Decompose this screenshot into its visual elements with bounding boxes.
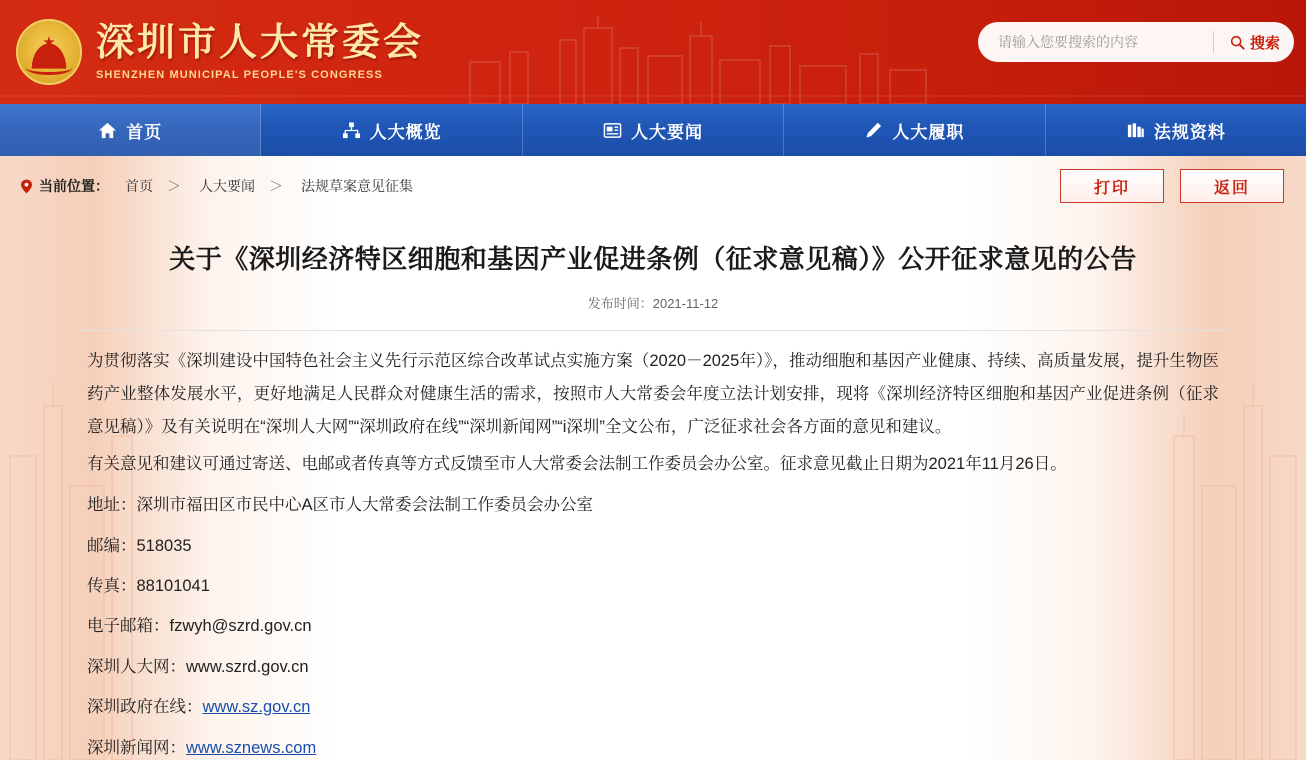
breadcrumb-label: 当前位置：	[39, 178, 109, 194]
nav-item-news[interactable]	[523, 104, 784, 156]
contact-sz-gov-site-label: 深圳政府在线：	[87, 698, 203, 717]
nav-item-regulations-label: 法规资料	[1153, 122, 1226, 142]
title-divider	[77, 330, 1229, 331]
contact-sznews-site-link[interactable]: www.sznews.com	[186, 738, 317, 757]
nav-item-home[interactable]	[0, 104, 261, 156]
search-input[interactable]	[996, 22, 1203, 62]
search-button[interactable]	[1224, 31, 1290, 54]
contact-address-value: 深圳市福田区市民中心A区市人大常委会法制工作委员会办公室	[136, 496, 594, 515]
site-subtitle: SHENZHEN MUNICIPAL PEOPLE'S CONGRESS	[96, 68, 383, 81]
search-box[interactable]	[978, 22, 1294, 62]
contact-szrd-site-label: 深圳人大网：	[87, 657, 186, 676]
article-paragraph-2: 有关意见和建议可通过寄送、电邮或者传真等方式反馈至市人大常委会法制工作委员会办公室。征求意见截止日期为2021年11月26日。	[87, 455, 1067, 474]
site-title-group	[96, 23, 424, 80]
back-button[interactable]: 返回	[1180, 169, 1284, 203]
contact-email	[77, 606, 1229, 646]
contact-address-label: 地址：	[87, 496, 137, 515]
books-icon	[1126, 121, 1145, 140]
breadcrumb	[20, 176, 413, 196]
contact-email-label: 电子邮箱：	[87, 617, 170, 636]
contact-szrd-site-value: www.szrd.gov.cn	[186, 657, 309, 676]
pen-icon	[864, 121, 883, 140]
contact-szrd-site	[77, 647, 1229, 687]
breadcrumb-item-current[interactable]: 法规草案意见征集	[301, 178, 413, 194]
home-icon	[98, 121, 117, 140]
sitemap-icon	[342, 121, 361, 140]
page-actions	[1060, 169, 1284, 203]
contact-address	[77, 485, 1229, 525]
contact-postcode	[77, 526, 1229, 566]
search-divider	[1213, 31, 1214, 53]
contact-sz-gov-site	[77, 687, 1229, 727]
breadcrumb-separator-1: ＞	[167, 178, 181, 194]
main-nav	[0, 104, 1306, 156]
publish-date-label: 发布时间：	[587, 296, 653, 312]
article	[73, 242, 1233, 760]
contact-email-value: fzwyh@szrd.gov.cn	[169, 617, 312, 636]
breadcrumb-item-home[interactable]: 首页	[125, 178, 153, 194]
national-emblem-icon	[16, 19, 82, 85]
nav-item-duty-label: 人大履职	[892, 122, 965, 142]
emblem-star-icon: ★	[42, 34, 56, 51]
contact-fax-value: 88101041	[136, 576, 210, 595]
site-header	[0, 0, 1306, 104]
site-title: 深圳市人大常委会	[96, 22, 425, 65]
nav-item-overview-label: 人大概览	[369, 122, 442, 142]
nav-item-news-label: 人大要闻	[631, 122, 704, 142]
emblem-arc-icon	[26, 61, 72, 75]
nav-item-home-label: 首页	[126, 122, 163, 142]
contact-fax	[77, 566, 1229, 606]
nav-item-regulations[interactable]	[1046, 104, 1306, 156]
search-icon	[1230, 35, 1245, 50]
article-paragraph-1: 为贯彻落实《深圳建设中国特色社会主义先行示范区综合改革试点实施方案（2020－2025年）》，推动细胞和基因产业健康、持续、高质量发展，提升生物医药产业整体发展水平，更好地满足人民群众对健康生活的需求，按照市人大常委会年度立法计划安排，现将《深圳经济特区细胞和基因产业促进条例（征求意见稿）》及有关说明在“深圳人大网”“深圳政府在线”“深圳新闻网”“i深圳”全文公布，广泛征求社会各方面的意见和建议。	[87, 352, 1219, 437]
contact-postcode-label: 邮编：	[87, 536, 137, 555]
contact-sznews-site-label: 深圳新闻网：	[87, 738, 186, 757]
contact-sz-gov-site-link[interactable]: www.sz.gov.cn	[202, 698, 311, 717]
page-title: 关于《深圳经济特区细胞和基因产业促进条例（征求意见稿）》公开征求意见的公告	[169, 244, 1137, 274]
news-icon	[603, 121, 622, 140]
publish-date	[77, 293, 1229, 312]
contact-postcode-value: 518035	[136, 536, 192, 555]
breadcrumb-item-news[interactable]: 人大要闻	[199, 178, 255, 194]
publish-date-value: 2021-11-12	[652, 296, 719, 312]
location-pin-icon	[20, 179, 33, 194]
search-button-label: 搜索	[1249, 34, 1280, 52]
nav-item-overview[interactable]	[261, 104, 522, 156]
contact-sznews-site	[77, 728, 1229, 760]
print-button[interactable]: 打印	[1060, 169, 1164, 203]
nav-item-duty[interactable]	[784, 104, 1045, 156]
breadcrumb-bar	[0, 156, 1306, 216]
contact-fax-label: 传真：	[87, 576, 137, 595]
breadcrumb-separator-2: ＞	[269, 178, 283, 194]
page-body	[0, 156, 1306, 760]
